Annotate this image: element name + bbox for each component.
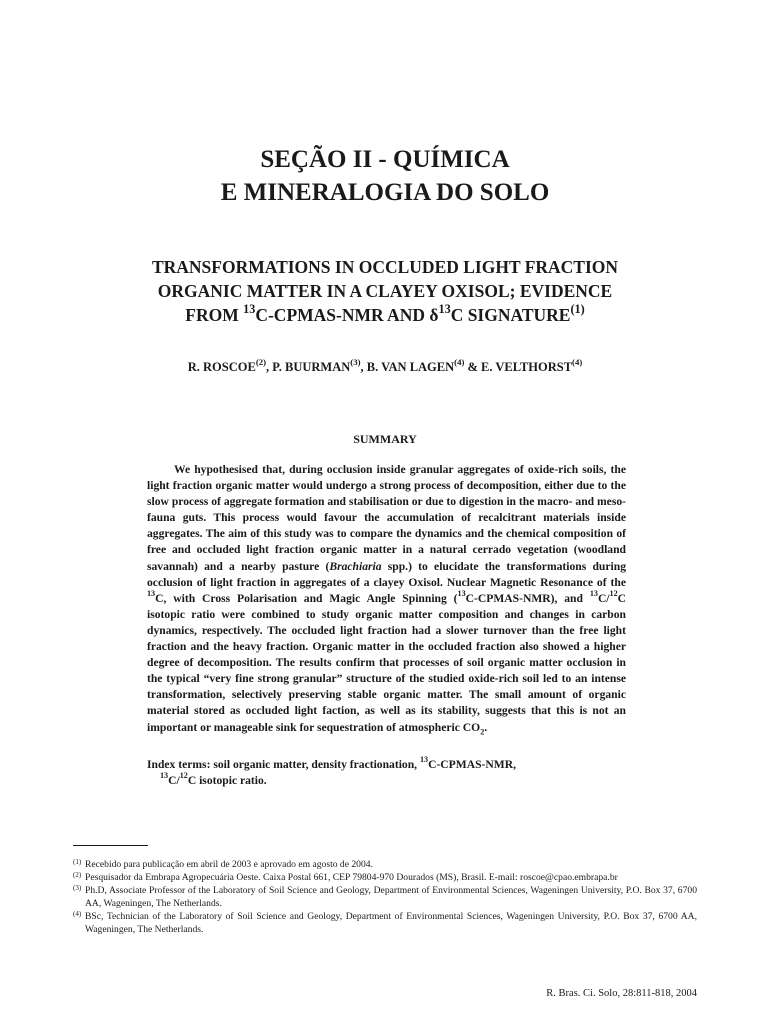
footnote-item bbox=[73, 871, 697, 884]
abstract-text: C isotopic ratio were combined to study organic matter composition and changes in carbon dynamics, respectively. The occluded light fraction had a slower turnover than the free light fraction and the heavy fraction. Organic matter in the occluded fraction also showed a higher degree of decomposition. The results confirm that processes of soil organic matter occlusion in the typical “very fine strong granular” structure of the studied oxide-rich soil led to an intense transformation, selectively preserving stable organic matter. The small amount of organic material stored as occluded light faction, as well as its stability, suggests that this is not an important or manageable sink for sequestration of atmospheric CO bbox=[147, 591, 627, 734]
footnote-divider bbox=[73, 845, 148, 846]
author-note: (4) bbox=[572, 356, 583, 367]
author-name: B. VAN LAGEN bbox=[366, 360, 455, 374]
index-terms-text: C-CPMAS-NMR, bbox=[428, 758, 516, 771]
title-text: FROM bbox=[185, 305, 244, 325]
author-name: P. BUURMAN bbox=[272, 360, 351, 374]
author-sep: , bbox=[360, 360, 367, 374]
footnote-mark: (1) bbox=[73, 858, 82, 866]
paper-title-line3 bbox=[60, 303, 710, 327]
title-text: C-CPMAS-NMR AND δ bbox=[255, 305, 439, 325]
index-terms-text: C/ bbox=[168, 774, 180, 787]
footnote-item bbox=[73, 858, 697, 871]
journal-citation: R. Bras. Ci. Solo, 28:811-818, 2004 bbox=[546, 988, 697, 999]
footnote-item bbox=[73, 884, 697, 910]
footnote-mark: (3) bbox=[73, 884, 82, 892]
section-title-line1: SEÇÃO II - QUÍMICA bbox=[260, 146, 510, 173]
paper-title-line2: ORGANIC MATTER IN A CLAYEY OXISOL; EVIDENCE bbox=[157, 281, 613, 301]
summary-heading: SUMMARY bbox=[353, 432, 417, 446]
author-sep: , bbox=[266, 360, 273, 374]
author-name: E. VELTHORST bbox=[481, 360, 573, 374]
abstract-sup: 13 bbox=[457, 589, 466, 599]
index-terms-continuation bbox=[147, 773, 626, 789]
abstract-body bbox=[147, 462, 626, 736]
abstract-sup: 12 bbox=[609, 589, 618, 599]
index-terms-text: C isotopic ratio. bbox=[187, 774, 267, 787]
footnote-text: Recebido para publicação em abril de 2003 e aprovado em agosto de 2004. bbox=[85, 859, 373, 870]
abstract-text: We hypothesised that, during occlusion inside granular aggregates of oxide-rich soils, the light fraction organic matter would undergo a strong process of decomposition, either due to the slow process of aggregate formation and stabilisation or due to digestion in the macro- and meso-fauna guts. This process would favour the accumulation of recalcitrant materials inside aggregates. The aim of this study was to compare the dynamics and the chemical composition of free and occluded light fraction organic matter in a natural cerrado vegetation (woodland savannah) and a nearby pasture ( bbox=[147, 463, 626, 573]
paper-title bbox=[60, 255, 710, 327]
footnote-mark: (2) bbox=[73, 871, 82, 879]
abstract-text: C-CPMAS-NMR), and bbox=[465, 591, 590, 605]
index-terms-sup: 13 bbox=[160, 771, 169, 781]
abstract-sup: 13 bbox=[147, 589, 156, 599]
author-sep: & bbox=[464, 360, 482, 374]
abstract-sub: 2 bbox=[480, 726, 485, 736]
abstract-text: spp.) to elucidate the transformations during occlusion of light fraction in aggregates of a clayey Oxisol. Nuclear Magnetic Resonance of the bbox=[147, 559, 626, 589]
title-text: C SIGNATURE bbox=[450, 305, 571, 325]
footnote-item bbox=[73, 910, 697, 936]
footnote-text: Ph.D, Associate Professor of the Laboratory of Soil Science and Geology, Department of Environmental Sciences, Wageningen University, P.O. Box 37, 6700 AA, Wageningen, The Netherlands. bbox=[85, 885, 697, 909]
author-note: (2) bbox=[255, 356, 267, 367]
index-terms-text: Index terms: soil organic matter, density fractionation, bbox=[147, 758, 420, 771]
author-list bbox=[0, 356, 770, 375]
abstract-italic: Brachiaria bbox=[329, 559, 382, 573]
index-terms bbox=[147, 757, 626, 789]
title-sup: 13 bbox=[438, 301, 451, 316]
index-terms-sup: 12 bbox=[179, 771, 188, 781]
footnote-mark: (4) bbox=[73, 910, 82, 918]
footnote-text: BSc, Technician of the Laboratory of Soil Science and Geology, Department of Environmental Sciences, Wageningen University, P.O. Box 37, 6700 AA, Wageningen, The Netherlands. bbox=[85, 911, 697, 935]
index-terms-sup: 13 bbox=[419, 755, 429, 765]
footnote-list bbox=[73, 858, 697, 936]
author-note: (3) bbox=[350, 356, 361, 367]
section-title bbox=[0, 143, 770, 209]
abstract-text: . bbox=[484, 720, 488, 734]
abstract-sup: 13 bbox=[589, 589, 598, 599]
title-footnote-mark: (1) bbox=[570, 301, 585, 316]
abstract-text: C/ bbox=[597, 591, 610, 605]
author-note: (4) bbox=[454, 356, 465, 367]
section-title-line2: E MINERALOGIA DO SOLO bbox=[220, 179, 550, 206]
paper-title-line1: TRANSFORMATIONS IN OCCLUDED LIGHT FRACTION bbox=[151, 257, 619, 277]
author-name: R. ROSCOE bbox=[187, 360, 256, 374]
title-sup: 13 bbox=[243, 301, 256, 316]
abstract-text: C, with Cross Polarisation and Magic Angle Spinning ( bbox=[155, 591, 458, 605]
footnote-text: Pesquisador da Embrapa Agropecuária Oeste. Caixa Postal 661, CEP 79804-970 Dourados (MS), Brasil. E-mail: roscoe@cpao.embrapa.br bbox=[85, 872, 618, 883]
